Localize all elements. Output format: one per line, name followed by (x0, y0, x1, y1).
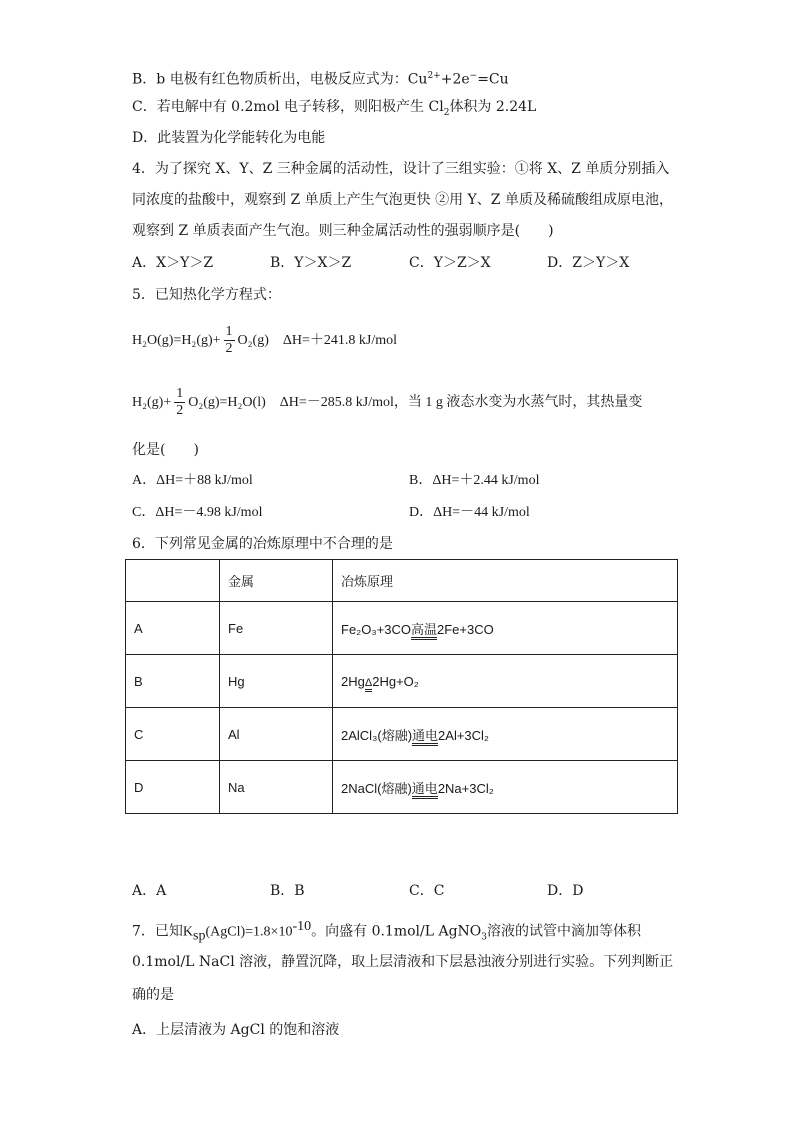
q5-option-c: C．ΔH=－4.98 kJ/mol (132, 505, 263, 520)
q3-option-b (132, 66, 509, 90)
reaction-products: 2Hg+O₂ (372, 673, 419, 689)
q4-stem-line1: 4．为了探究 X、Y、Z 三种金属的活动性，设计了三组实验：①将 X、Z 单质分别插入 (132, 161, 670, 177)
q3-option-b-text: B．b 电极有红色物质析出，电极反应式为：Cu (132, 71, 428, 88)
q7-ksp-exp: -10 (292, 919, 312, 934)
q5-stem: 5．已知热化学方程式： (132, 287, 281, 303)
q7-option-a: A．上层清液为 AgCl 的饱和溶液 (132, 1022, 340, 1038)
q7-ksp-value: (AgCl)=1.8×10 (205, 924, 293, 940)
q4-stem-line3: 观察到 Z 单质表面产生气泡。则三种金属活动性的强弱顺序是( ) (132, 223, 554, 239)
reaction-condition: 通电 (412, 728, 438, 746)
q5-option-b: B．ΔH=＋2.44 kJ/mol (409, 473, 540, 488)
table-row (126, 761, 678, 814)
q5-eq1-right: O₂(g) ΔH=＋241.8 kJ/mol (237, 333, 397, 348)
q7-stem-line1 (132, 917, 641, 947)
q5-eq2-frac-den: 2 (176, 403, 184, 419)
reaction-reactants: 2NaCl(熔融) (341, 780, 412, 796)
q3-option-c-end: 体积为 2.24L (449, 99, 537, 115)
q3-option-b-sup: 2+ (427, 71, 441, 81)
q5-option-a: A．ΔH=＋88 kJ/mol (132, 473, 253, 488)
q4-option-d: D．Z＞Y＞X (547, 255, 630, 271)
q4-option-b: B．Y＞X＞Z (270, 255, 352, 271)
q3-option-d: D．此装置为化学能转化为电能 (132, 130, 326, 146)
q3-option-b-mid: +2e (440, 71, 470, 88)
reaction-condition: Δ (365, 677, 372, 692)
table-row (126, 602, 678, 655)
q5-eq1-frac-num: 1 (225, 324, 233, 340)
reaction-products: 2Al+3Cl₂ (438, 727, 489, 743)
table-header-row (126, 560, 678, 602)
q3-option-c (132, 97, 536, 123)
q6-option-b: B．B (270, 883, 305, 899)
q7-line1-end: 溶液的试管中滴加等体积 (487, 923, 642, 940)
row-label: A (126, 602, 220, 655)
q6-option-c: C．C (409, 883, 445, 899)
q7-stem-line3: 确的是 (132, 987, 174, 1003)
row-metal: Fe (220, 602, 333, 655)
q5-stem-cont: 化是( ) (132, 442, 199, 458)
q4-option-a: A．X＞Y＞Z (132, 255, 214, 271)
q6-option-a: A．A (132, 883, 167, 899)
q5-eq1-frac-den: 2 (225, 341, 233, 357)
reaction-condition: 通电 (412, 781, 438, 799)
row-principle (333, 761, 678, 814)
row-label: B (126, 655, 220, 708)
table-header-cell (126, 560, 220, 602)
q7-line1-post: 。向盛有 0.1mol/L AgNO (311, 923, 482, 940)
q5-eq2-left: H₂(g)+ (132, 395, 172, 410)
table-header-cell: 金属 (220, 560, 333, 602)
q7-stem-line2: 0.1mol/L NaCl 溶液，静置沉降，取上层清液和下层悬浊液分别进行实验。下列判断正 (132, 954, 674, 970)
q7-ksp-sub: sp (193, 928, 206, 944)
q4-stem-line2: 同浓度的盐酸中，观察到 Z 单质上产生气泡更快 ②用 Y、Z 单质及稀硫酸组成原电池， (132, 192, 673, 208)
reaction-condition: 高温 (411, 622, 437, 640)
q3-option-c-sub: 2 (443, 107, 450, 118)
row-principle (333, 602, 678, 655)
reaction-reactants: 2AlCl₃(熔融) (341, 727, 413, 743)
q7-line1-sub: 3 (481, 932, 488, 943)
row-metal: Hg (220, 655, 333, 708)
q7-prefix: 7．已知 (132, 923, 183, 940)
q5-eq2-right: O₂(g)=H₂O(l) ΔH=－285.8 kJ/mol，当 1 g 液态水变为水蒸气时，其热量变 (188, 395, 643, 410)
row-label: C (126, 708, 220, 761)
row-principle (333, 655, 678, 708)
table-row (126, 708, 678, 761)
row-metal: Al (220, 708, 333, 761)
reaction-reactants: Fe₂O₃+3CO (341, 621, 411, 637)
row-metal: Na (220, 761, 333, 814)
q5-equation-2 (132, 384, 642, 422)
q6-table (125, 559, 678, 814)
q3-option-b-sup2: − (469, 71, 478, 81)
reaction-products: 2Na+3Cl₂ (437, 780, 494, 796)
q5-option-d: D．ΔH=－44 kJ/mol (409, 505, 530, 520)
row-principle (333, 708, 678, 761)
q5-eq1-left: H₂O(g)=H₂(g)+ (132, 333, 221, 348)
q5-equation-1 (132, 322, 397, 360)
q4-option-c: C．Y＞Z＞X (409, 255, 491, 271)
q5-eq1-fraction (224, 324, 235, 357)
table-row (126, 655, 678, 708)
row-label: D (126, 761, 220, 814)
q5-eq2-fraction (174, 386, 185, 419)
table-header-cell: 冶炼原理 (333, 560, 678, 602)
q6-option-d: D．D (547, 883, 584, 899)
q6-stem: 6．下列常见金属的冶炼原理中不合理的是 (132, 536, 393, 552)
reaction-products: 2Fe+3CO (436, 621, 494, 637)
reaction-reactants: 2Hg (341, 673, 365, 689)
q3-option-c-text: C．若电解中有 0.2mol 电子转移，则阳极产生 Cl (132, 99, 444, 115)
q5-eq2-frac-num: 1 (176, 386, 184, 402)
q3-option-b-end: =Cu (477, 71, 509, 88)
q7-ksp: K (182, 924, 194, 940)
